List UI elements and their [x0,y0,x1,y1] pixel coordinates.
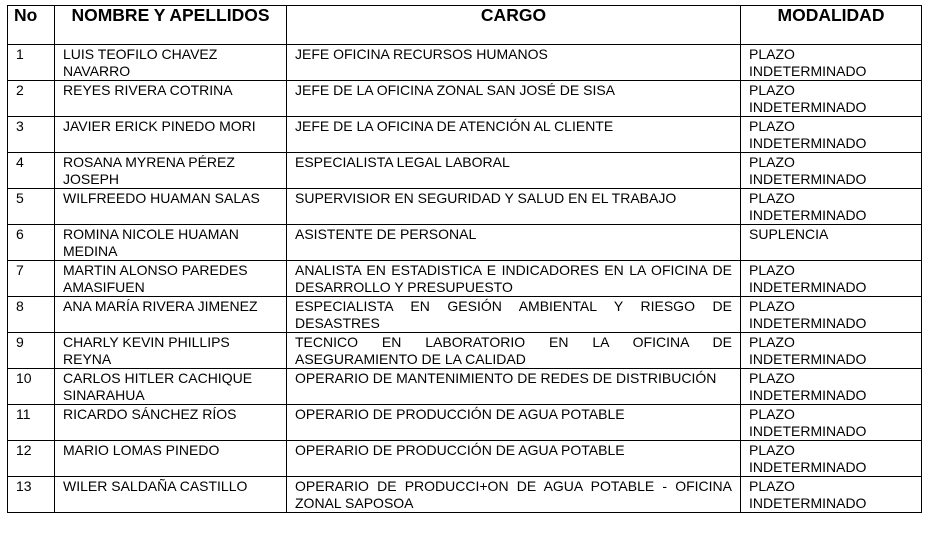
cell-modalidad: PLAZO INDETERMINADO [741,477,922,513]
cell-no: 12 [8,441,55,477]
table-row [8,117,922,153]
cell-nombre: JAVIER ERICK PINEDO MORI [55,117,287,153]
cell-no: 3 [8,117,55,153]
cell-no: 2 [8,81,55,117]
table-row [8,81,922,117]
table-body [8,45,922,513]
cell-nombre: MARIO LOMAS PINEDO [55,441,287,477]
cell-modalidad: PLAZO INDETERMINADO [741,189,922,225]
cell-cargo: JEFE DE LA OFICINA ZONAL SAN JOSÉ DE SISA [287,81,741,117]
cell-nombre: REYES RIVERA COTRINA [55,81,287,117]
cell-cargo: OPERARIO DE PRODUCCIÓN DE AGUA POTABLE [287,441,741,477]
cell-nombre: WILFREEDO HUAMAN SALAS [55,189,287,225]
table-row [8,297,922,333]
cell-cargo: JEFE OFICINA RECURSOS HUMANOS [287,45,741,81]
cell-no: 11 [8,405,55,441]
cell-cargo: ANALISTA EN ESTADISTICA E INDICADORES EN LA OFICINA DE DESARROLLO Y PRESUPUESTO [287,261,741,297]
table-row [8,189,922,225]
cell-cargo: ESPECIALISTA LEGAL LABORAL [287,153,741,189]
cell-nombre: ROMINA NICOLE HUAMAN MEDINA [55,225,287,261]
table-row [8,333,922,369]
cell-no: 9 [8,333,55,369]
table-row [8,153,922,189]
cell-nombre: RICARDO SÁNCHEZ RÍOS [55,405,287,441]
cell-no: 6 [8,225,55,261]
cell-no: 7 [8,261,55,297]
cell-nombre: ANA MARÍA RIVERA JIMENEZ [55,297,287,333]
cell-cargo: TECNICO EN LABORATORIO EN LA OFICINA DE ASEGURAMIENTO DE LA CALIDAD [287,333,741,369]
cell-nombre: ROSANA MYRENA PÉREZ JOSEPH [55,153,287,189]
cell-cargo: SUPERVISIOR EN SEGURIDAD Y SALUD EN EL TRABAJO [287,189,741,225]
table-row [8,261,922,297]
table-row [8,405,922,441]
cell-nombre: WILER SALDAÑA CASTILLO [55,477,287,513]
cell-no: 4 [8,153,55,189]
cell-no: 5 [8,189,55,225]
cell-nombre: CARLOS HITLER CACHIQUE SINARAHUA [55,369,287,405]
cell-modalidad: PLAZO INDETERMINADO [741,45,922,81]
header-row [8,6,922,45]
cell-no: 13 [8,477,55,513]
cell-modalidad: PLAZO INDETERMINADO [741,405,922,441]
cell-modalidad: PLAZO INDETERMINADO [741,117,922,153]
cell-modalidad: PLAZO INDETERMINADO [741,261,922,297]
table-row [8,225,922,261]
personnel-table-container [7,5,921,513]
cell-modalidad: PLAZO INDETERMINADO [741,369,922,405]
table-row [8,477,922,513]
table-row [8,45,922,81]
table-header [8,6,922,45]
cell-modalidad: PLAZO INDETERMINADO [741,81,922,117]
table-row [8,369,922,405]
header-no: No [8,6,55,45]
cell-modalidad: PLAZO INDETERMINADO [741,441,922,477]
cell-no: 1 [8,45,55,81]
cell-nombre: MARTIN ALONSO PAREDES AMASIFUEN [55,261,287,297]
cell-cargo: ESPECIALISTA EN GESIÓN AMBIENTAL Y RIESGO DE DESASTRES [287,297,741,333]
cell-modalidad: PLAZO INDETERMINADO [741,333,922,369]
cell-cargo: ASISTENTE DE PERSONAL [287,225,741,261]
header-modalidad: MODALIDAD [741,6,922,45]
cell-cargo: OPERARIO DE PRODUCCI+ON DE AGUA POTABLE - OFICINA ZONAL SAPOSOA [287,477,741,513]
cell-cargo: OPERARIO DE MANTENIMIENTO DE REDES DE DISTRIBUCIÓN [287,369,741,405]
table-row [8,441,922,477]
personnel-table [7,5,922,513]
cell-modalidad: PLAZO INDETERMINADO [741,297,922,333]
cell-cargo: JEFE DE LA OFICINA DE ATENCIÓN AL CLIENTE [287,117,741,153]
header-cargo: CARGO [287,6,741,45]
cell-cargo: OPERARIO DE PRODUCCIÓN DE AGUA POTABLE [287,405,741,441]
cell-nombre: CHARLY KEVIN PHILLIPS REYNA [55,333,287,369]
header-nombre: NOMBRE Y APELLIDOS [55,6,287,45]
cell-no: 8 [8,297,55,333]
cell-no: 10 [8,369,55,405]
cell-modalidad: SUPLENCIA [741,225,922,261]
cell-modalidad: PLAZO INDETERMINADO [741,153,922,189]
cell-nombre: LUIS TEOFILO CHAVEZ NAVARRO [55,45,287,81]
